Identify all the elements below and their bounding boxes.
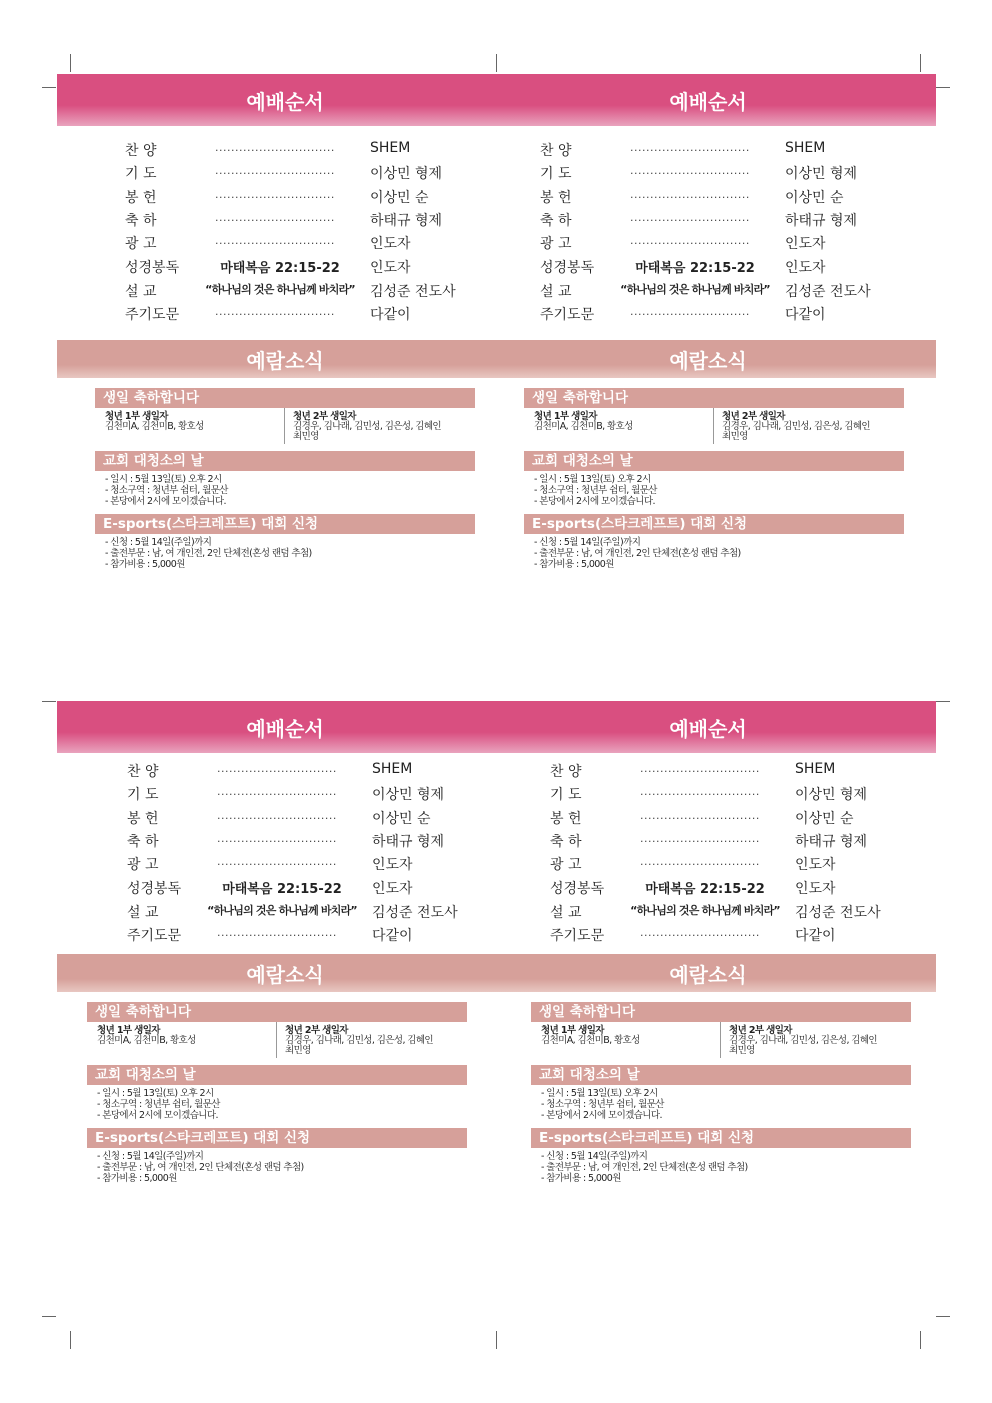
birthday-header: 생일 축하합니다 (95, 388, 475, 408)
crop-mark (920, 54, 921, 72)
order-dots: .............................. (217, 809, 337, 822)
order-row (540, 304, 960, 326)
order-name: 하태규 형제 (795, 834, 868, 850)
order-name: 김성준 전도사 (785, 284, 871, 300)
order-row (127, 902, 547, 924)
birthday-header: 생일 축하합니다 (87, 1002, 467, 1022)
order-row (125, 233, 545, 255)
birthday-names: 김경우, 김나래, 김민성, 김은성, 김혜인 (285, 1035, 434, 1046)
order-dots: .............................. (630, 141, 750, 154)
order-row (125, 257, 545, 279)
order-row (540, 281, 960, 303)
order-name: 인도자 (795, 881, 836, 897)
birthday-header: 생일 축하합니다 (531, 1002, 911, 1022)
order-row (127, 854, 547, 876)
order-label: 축 하 (540, 213, 572, 229)
cleaning-details (97, 1088, 467, 1121)
order-name: 이상민 형제 (795, 787, 868, 803)
cleaning-header: 교회 대청소의 날 (531, 1065, 911, 1085)
birthday-box (531, 1022, 911, 1058)
order-row (540, 233, 960, 255)
esports-details (534, 537, 904, 570)
detail-line: - 참가비용 : 5,000원 (534, 559, 614, 570)
order-name: 인도자 (795, 857, 836, 873)
detail-line: - 신청 : 5월 14일(주일)까지 (97, 1151, 204, 1162)
scripture-reading: 마태복음 22:15-22 (220, 261, 340, 276)
birthday-box (87, 1022, 467, 1058)
order-row (125, 187, 545, 209)
order-row (540, 163, 960, 185)
order-name: 이상민 순 (785, 190, 844, 206)
order-dots: .............................. (215, 188, 335, 201)
order-dots: .............................. (640, 855, 760, 868)
cleaning-details (105, 474, 475, 507)
order-row (550, 784, 970, 806)
sermon-title: “하나님의 것은 하나님께 바치라” (620, 283, 770, 296)
order-dots: .............................. (640, 926, 760, 939)
detail-line: - 신청 : 5월 14일(주일)까지 (534, 537, 641, 548)
order-label: 설 교 (540, 284, 572, 300)
detail-line: - 청소구역 : 청년부 쉼터, 월문산 (534, 485, 657, 496)
sermon-title: “하나님의 것은 하나님께 바치라” (205, 283, 355, 296)
detail-line: - 일시 : 5월 13일(토) 오후 2시 (97, 1088, 214, 1099)
order-name: 김성준 전도사 (372, 905, 458, 921)
birthday-names: 김경우, 김나래, 김민성, 김은성, 김혜인 (729, 1035, 878, 1046)
news-title: 예람소식 (246, 348, 324, 373)
news-title: 예람소식 (669, 348, 747, 373)
order-row (550, 761, 970, 783)
crop-mark (70, 54, 71, 72)
order-label: 성경봉독 (125, 260, 180, 276)
cleaning-header: 교회 대청소의 날 (524, 451, 904, 471)
detail-line: - 출전부문 : 남, 여 개인전, 2인 단체전(혼성 랜덤 추첨) (105, 548, 312, 559)
cleaning-header: 교회 대청소의 날 (95, 451, 475, 471)
order-label: 성경봉독 (127, 881, 182, 897)
scripture-reading: 마태복음 22:15-22 (645, 882, 765, 897)
order-label: 봉 헌 (540, 190, 572, 206)
order-dots: .............................. (217, 926, 337, 939)
order-label: 봉 헌 (550, 811, 582, 827)
order-row (125, 210, 545, 232)
birthday-box (95, 408, 475, 444)
order-name: 다같이 (370, 307, 411, 323)
detail-line: - 청소구역 : 청년부 쉼터, 월문산 (541, 1099, 664, 1110)
detail-line: - 참가비용 : 5,000원 (105, 559, 185, 570)
birthday-group-title: 청년 1부 생일자 (97, 1025, 160, 1036)
order-dots: .............................. (630, 234, 750, 247)
order-dots: .............................. (215, 164, 335, 177)
crop-mark (496, 1331, 497, 1349)
order-name: 하태규 형제 (370, 213, 443, 229)
order-row (127, 878, 547, 900)
worship-title-bar (57, 74, 936, 126)
order-label: 광 고 (550, 857, 582, 873)
order-label: 주기도문 (540, 307, 595, 323)
news-title-bar (57, 954, 936, 992)
sermon-title: “하나님의 것은 하나님께 바치라” (207, 904, 357, 917)
order-dots: .............................. (217, 785, 337, 798)
order-name: 이상민 순 (372, 811, 431, 827)
order-label: 성경봉독 (550, 881, 605, 897)
crop-mark (936, 1316, 950, 1317)
divider (720, 1022, 721, 1058)
order-dots: .............................. (640, 809, 760, 822)
scripture-reading: 마태복음 22:15-22 (222, 882, 342, 897)
divider (276, 1022, 277, 1058)
order-name: 이상민 형제 (370, 166, 443, 182)
crop-mark (496, 54, 497, 72)
crop-mark (70, 1331, 71, 1349)
order-name: 다같이 (795, 928, 836, 944)
order-dots: .............................. (215, 211, 335, 224)
order-dots: .............................. (215, 141, 335, 154)
order-name: 인도자 (785, 260, 826, 276)
order-name: 인도자 (372, 881, 413, 897)
birthday-group-title: 청년 2부 생일자 (285, 1025, 348, 1036)
order-row (540, 257, 960, 279)
order-label: 기 도 (125, 166, 157, 182)
order-dots: .............................. (215, 305, 335, 318)
order-label: 광 고 (125, 236, 157, 252)
divider (713, 408, 714, 444)
order-name: 이상민 순 (795, 811, 854, 827)
order-name: SHEM (372, 761, 413, 777)
cleaning-header: 교회 대청소의 날 (87, 1065, 467, 1085)
order-row (125, 304, 545, 326)
esports-header: E-sports(스타크레프트) 대회 신청 (531, 1128, 911, 1148)
birthday-names: 김천미A, 김천미B, 황호성 (105, 421, 204, 432)
detail-line: - 본당에서 2시에 모이겠습니다. (97, 1110, 218, 1121)
order-dots: .............................. (640, 785, 760, 798)
order-row (550, 925, 970, 947)
order-label: 찬 양 (550, 764, 582, 780)
detail-line: - 본당에서 2시에 모이겠습니다. (534, 496, 655, 507)
detail-line: - 청소구역 : 청년부 쉼터, 월문산 (97, 1099, 220, 1110)
birthday-names: 김천미A, 김천미B, 황호성 (541, 1035, 640, 1046)
order-row (550, 878, 970, 900)
order-dots: .............................. (217, 855, 337, 868)
order-label: 기 도 (540, 166, 572, 182)
detail-line: - 일시 : 5월 13일(토) 오후 2시 (534, 474, 651, 485)
esports-details (541, 1151, 911, 1184)
order-dots: .............................. (630, 188, 750, 201)
order-row (127, 761, 547, 783)
crop-mark (42, 1316, 56, 1317)
order-row (127, 784, 547, 806)
order-row (127, 808, 547, 830)
order-label: 기 도 (127, 787, 159, 803)
detail-line: - 일시 : 5월 13일(토) 오후 2시 (105, 474, 222, 485)
order-name: 인도자 (370, 260, 411, 276)
esports-header: E-sports(스타크레프트) 대회 신청 (87, 1128, 467, 1148)
esports-details (105, 537, 475, 570)
order-name: 하태규 형제 (785, 213, 858, 229)
birthday-group-title: 청년 2부 생일자 (722, 411, 785, 422)
scripture-reading: 마태복음 22:15-22 (635, 261, 755, 276)
birthday-group-title: 청년 1부 생일자 (541, 1025, 604, 1036)
cleaning-details (534, 474, 904, 507)
order-label: 설 교 (125, 284, 157, 300)
order-dots: .............................. (630, 164, 750, 177)
order-row (540, 187, 960, 209)
detail-line: - 출전부문 : 남, 여 개인전, 2인 단체전(혼성 랜덤 추첨) (541, 1162, 748, 1173)
order-name: 하태규 형제 (372, 834, 445, 850)
order-row (550, 902, 970, 924)
order-name: 인도자 (372, 857, 413, 873)
birthday-group-title: 청년 1부 생일자 (105, 411, 168, 422)
order-label: 주기도문 (127, 928, 182, 944)
birthday-box (524, 408, 904, 444)
birthday-group-title: 청년 1부 생일자 (534, 411, 597, 422)
crop-mark (936, 87, 950, 88)
news-title: 예람소식 (246, 962, 324, 987)
detail-line: - 청소구역 : 청년부 쉼터, 월문산 (105, 485, 228, 496)
order-label: 성경봉독 (540, 260, 595, 276)
order-row (550, 831, 970, 853)
birthday-names: 최민영 (293, 431, 319, 442)
divider (284, 408, 285, 444)
detail-line: - 참가비용 : 5,000원 (541, 1173, 621, 1184)
order-label: 광 고 (127, 857, 159, 873)
esports-details (97, 1151, 467, 1184)
cleaning-details (541, 1088, 911, 1121)
detail-line: - 참가비용 : 5,000원 (97, 1173, 177, 1184)
order-name: 이상민 형제 (372, 787, 445, 803)
crop-mark (936, 701, 950, 702)
order-label: 기 도 (550, 787, 582, 803)
esports-header: E-sports(스타크레프트) 대회 신청 (95, 514, 475, 534)
detail-line: - 출전부문 : 남, 여 개인전, 2인 단체전(혼성 랜덤 추첨) (534, 548, 741, 559)
order-name: 인도자 (370, 236, 411, 252)
detail-line: - 본당에서 2시에 모이겠습니다. (105, 496, 226, 507)
order-label: 축 하 (550, 834, 582, 850)
order-row (540, 140, 960, 162)
esports-header: E-sports(스타크레프트) 대회 신청 (524, 514, 904, 534)
order-label: 주기도문 (125, 307, 180, 323)
order-label: 축 하 (125, 213, 157, 229)
order-name: 인도자 (785, 236, 826, 252)
order-label: 봉 헌 (127, 811, 159, 827)
order-name: 다같이 (785, 307, 826, 323)
order-label: 주기도문 (550, 928, 605, 944)
crop-mark (920, 1331, 921, 1349)
order-row (125, 140, 545, 162)
order-row (127, 925, 547, 947)
order-label: 축 하 (127, 834, 159, 850)
order-label: 찬 양 (540, 143, 572, 159)
worship-title: 예배순서 (246, 89, 324, 114)
birthday-names: 김경우, 김나래, 김민성, 김은성, 김혜인 (293, 421, 442, 432)
detail-line: - 일시 : 5월 13일(토) 오후 2시 (541, 1088, 658, 1099)
order-dots: .............................. (217, 832, 337, 845)
order-label: 찬 양 (127, 764, 159, 780)
crop-mark (42, 701, 56, 702)
order-row (550, 808, 970, 830)
birthday-names: 김천미A, 김천미B, 황호성 (97, 1035, 196, 1046)
order-dots: .............................. (640, 762, 760, 775)
detail-line: - 본당에서 2시에 모이겠습니다. (541, 1110, 662, 1121)
order-row (127, 831, 547, 853)
worship-title: 예배순서 (246, 716, 324, 741)
order-name: SHEM (370, 140, 411, 156)
sermon-title: “하나님의 것은 하나님께 바치라” (630, 904, 780, 917)
birthday-names: 최민영 (722, 431, 748, 442)
birthday-names: 최민영 (729, 1045, 755, 1056)
order-name: 김성준 전도사 (795, 905, 881, 921)
order-label: 설 교 (550, 905, 582, 921)
order-row (540, 210, 960, 232)
order-name: 김성준 전도사 (370, 284, 456, 300)
worship-title: 예배순서 (669, 89, 747, 114)
detail-line: - 신청 : 5월 14일(주일)까지 (105, 537, 212, 548)
birthday-names: 최민영 (285, 1045, 311, 1056)
order-row (125, 163, 545, 185)
detail-line: - 출전부문 : 남, 여 개인전, 2인 단체전(혼성 랜덤 추첨) (97, 1162, 304, 1173)
order-name: 이상민 순 (370, 190, 429, 206)
birthday-header: 생일 축하합니다 (524, 388, 904, 408)
birthday-names: 김경우, 김나래, 김민성, 김은성, 김혜인 (722, 421, 871, 432)
order-dots: .............................. (217, 762, 337, 775)
order-dots: .............................. (640, 832, 760, 845)
order-name: 이상민 형제 (785, 166, 858, 182)
worship-title: 예배순서 (669, 716, 747, 741)
order-dots: .............................. (630, 211, 750, 224)
order-label: 봉 헌 (125, 190, 157, 206)
birthday-group-title: 청년 2부 생일자 (729, 1025, 792, 1036)
order-name: SHEM (795, 761, 836, 777)
order-label: 찬 양 (125, 143, 157, 159)
order-dots: .............................. (215, 234, 335, 247)
order-label: 설 교 (127, 905, 159, 921)
birthday-group-title: 청년 2부 생일자 (293, 411, 356, 422)
worship-title-bar (57, 701, 936, 753)
crop-mark (42, 87, 56, 88)
order-name: 다같이 (372, 928, 413, 944)
order-name: SHEM (785, 140, 826, 156)
order-label: 광 고 (540, 236, 572, 252)
order-dots: .............................. (630, 305, 750, 318)
birthday-names: 김천미A, 김천미B, 황호성 (534, 421, 633, 432)
news-title: 예람소식 (669, 962, 747, 987)
detail-line: - 신청 : 5월 14일(주일)까지 (541, 1151, 648, 1162)
order-row (550, 854, 970, 876)
order-row (125, 281, 545, 303)
news-title-bar (57, 340, 936, 378)
